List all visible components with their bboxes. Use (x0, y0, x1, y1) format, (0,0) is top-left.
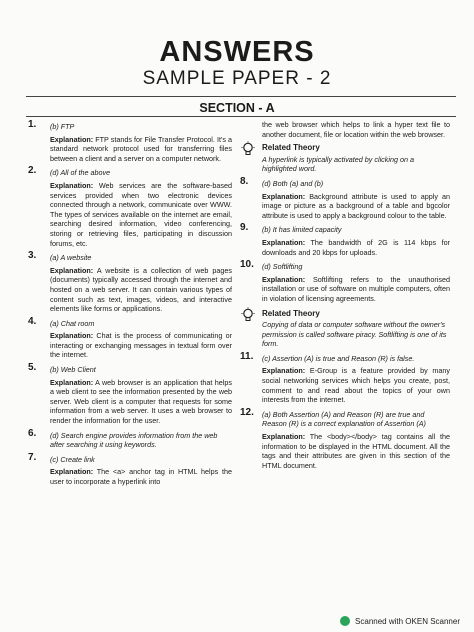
page-title: ANSWERS (159, 36, 315, 68)
explanation-label: Explanation: (50, 134, 94, 144)
related-theory-2 (244, 309, 450, 349)
answer-12 (240, 406, 450, 471)
explanation-label: Explanation: (262, 274, 306, 284)
answer-9 (240, 222, 450, 257)
question-number: 5. (28, 362, 37, 374)
answer-option: (d) Softlifting (262, 262, 303, 272)
explanation-text: The bandwidth of 2G is 114 kbps for downloads and 20 kbps for uploads. (262, 237, 450, 257)
explanation-label: Explanation: (50, 377, 94, 387)
answer-option: (b) Web Client (50, 365, 96, 375)
answer-7-continuation: the web browser which helps to link a hyper text file to another document, file or location within the web browser. (262, 120, 450, 139)
answer-option: (d) All of the above (50, 168, 111, 178)
scanner-watermark-text: Scanned with OKEN Scanner (355, 616, 460, 626)
explanation-label: Explanation: (262, 432, 306, 442)
lightbulb-icon (240, 141, 256, 157)
answer-7 (28, 451, 232, 487)
explanation-label: Explanation: (50, 180, 94, 190)
page-subtitle: SAMPLE PAPER - 2 (142, 68, 332, 89)
question-number: 7. (28, 451, 37, 463)
scanner-logo-icon (340, 616, 350, 626)
explanation-text: The <a> anchor tag in HTML helps the user to incorporate a hyperlink into (50, 467, 232, 486)
answer-5 (28, 362, 232, 426)
explanation-text: A web browser is an application that helps a web client to see the information presented by the web server. Web client is a computer that requests for some information from a web server. It uses a web browser to render the information for the user. (50, 377, 232, 426)
section-rule-bottom (26, 116, 456, 117)
question-number: 12. (240, 406, 254, 418)
question-number: 6. (28, 427, 37, 439)
lightbulb-icon (240, 307, 256, 323)
answer-11 (240, 350, 451, 405)
answer-option: (c) Create link (50, 454, 95, 464)
answer-option: (b) FTP (50, 122, 75, 131)
answer-6 (28, 427, 232, 450)
question-number: 3. (28, 250, 37, 262)
explanation-label: Explanation: (262, 191, 306, 201)
question-number: 1. (28, 119, 37, 130)
question-number: 11. (240, 350, 254, 362)
related-theory-title: Related Theory (262, 308, 320, 318)
answer-1 (28, 119, 232, 163)
answer-2 (28, 165, 232, 248)
answer-option: (a) Chat room (50, 318, 95, 328)
question-number: 8. (240, 175, 249, 187)
answer-4 (28, 315, 232, 360)
related-theory-1 (244, 143, 450, 174)
right-column (240, 120, 451, 475)
explanation-text: Background attribute is used to apply an image or picture as a background of a table and bgcolor attribute is used to apply a background colour to the table. (262, 191, 451, 220)
answer-option: (a) A website (50, 253, 92, 263)
related-theory-title: Related Theory (262, 143, 320, 153)
explanation-label: Explanation: (50, 467, 94, 477)
answer-option: (a) Both Assertion (A) and Reason (R) are true and Reason (R) is a correct explanation of Assertion (A) (262, 409, 426, 429)
section-rule-top (26, 96, 456, 97)
explanation-text: Chat is the process of communicating or interacting or exchanging messages in textual form over the internet. (50, 331, 232, 360)
explanation-label: Explanation: (262, 237, 306, 247)
section-heading: SECTION - A (199, 101, 275, 115)
explanation-text: Softlifting refers to the unauthorised installation or use of software on multiple computers, often in violation of licensing agreements. (262, 274, 450, 303)
explanation-label: Explanation: (262, 366, 306, 376)
explanation-text: The <body></body> tag contains all the information to be displayed in the HTML document. All the tags and their attributes are given in this section of the HTML document. (262, 432, 450, 470)
explanation-label: Explanation: (50, 331, 94, 341)
answer-10 (240, 259, 450, 303)
question-number: 4. (28, 315, 37, 327)
answer-option: (d) Both (a) and (b) (262, 178, 324, 188)
answer-option: (d) Search engine provides information from the web after searching it using keywords. (50, 430, 218, 450)
question-number: 2. (28, 165, 37, 177)
question-number: 10. (240, 259, 254, 271)
answer-8 (240, 175, 451, 220)
answer-option: (c) Assertion (A) is true and Reason (R) is false. (262, 353, 415, 363)
answer-option: (b) It has limited capacity (262, 225, 342, 235)
scanner-watermark (340, 616, 460, 626)
answer-3 (28, 250, 232, 314)
question-number: 9. (240, 222, 249, 234)
explanation-text: E-Group is a feature provided by many social networking services which helps you create, post, comment to and read about the topics of your own interests from the internet. (262, 366, 451, 405)
explanation-text: Web services are the software-based services provided when two electronic devices connected through a network, communicate over WWW. The types of services available on the internet are email, searching desired information, video conferencing, storing or retrieving files, participating in discussion forums, etc. (50, 180, 232, 248)
explanation-label: Explanation: (50, 265, 94, 275)
explanation-text: A website is a collection of web pages (documents) typically accessed through the internet and hosted on a web server. It can contain various types of content such as text, images, videos, and interactive elements like forms or applications. (50, 265, 232, 314)
related-theory-body: Copying of data or computer software without the owner's permission is called software piracy. Softlifting is one of its form. (262, 320, 447, 349)
explanation-text: FTP stands for File Transfer Protocol. It's a standard network protocol used for transferring files between a client and a server on a computer network. (50, 134, 232, 163)
related-theory-body: A hyperlink is typically activated by clicking on a highlighted word. (262, 154, 414, 174)
left-column (28, 119, 232, 492)
